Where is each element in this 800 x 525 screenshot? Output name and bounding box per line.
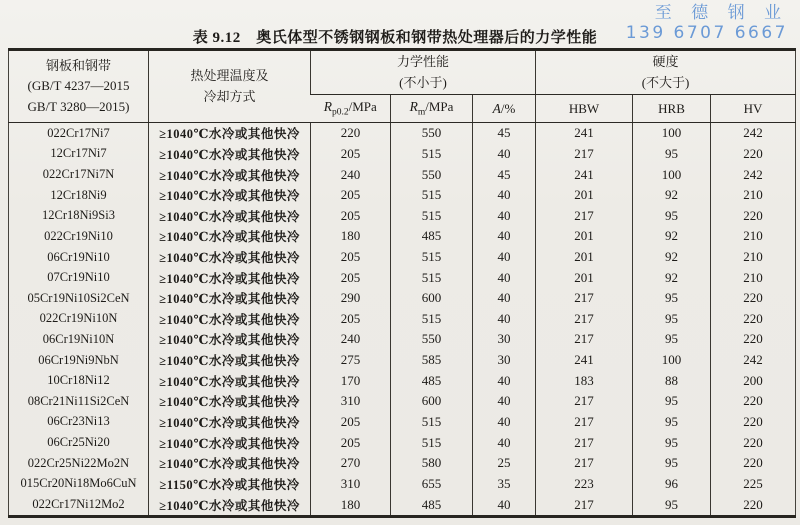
cell-hbw: 217 (536, 412, 633, 433)
cell-rm: 485 (391, 494, 473, 516)
cell-rp02: 310 (311, 473, 391, 494)
cell-treatment: ≥1040℃水冷或其他快冷 (149, 329, 311, 350)
cell-rm: 655 (391, 473, 473, 494)
cell-rm: 485 (391, 370, 473, 391)
cell-treatment: ≥1040℃水冷或其他快冷 (149, 370, 311, 391)
cell-grade: 12Cr18Ni9 (50, 187, 107, 202)
cell-hbw: 201 (536, 226, 633, 247)
cell-grade: 12Cr17Ni7 (50, 146, 107, 161)
cell-treatment: ≥1040℃水冷或其他快冷 (149, 185, 311, 206)
cell-treatment: ≥1040℃水冷或其他快冷 (149, 494, 311, 516)
cell-treatment: ≥1150℃水冷或其他快冷 (149, 473, 311, 494)
table-row (9, 329, 796, 350)
cell-rm: 515 (391, 144, 473, 165)
cell-treatment: ≥1040℃水冷或其他快冷 (149, 288, 311, 309)
cell-rm: 515 (391, 309, 473, 330)
rm-unit: /MPa (425, 99, 454, 115)
rp-unit: /MPa (348, 99, 377, 115)
cell-grade: 06Cr19Ni10 (47, 249, 110, 264)
cell-hbw: 201 (536, 185, 633, 206)
cell-rm: 515 (391, 247, 473, 268)
cell-hrb: 95 (633, 453, 711, 474)
cell-rm: 515 (391, 412, 473, 433)
header-grade-line3: GB/T 3280—2015) (27, 98, 130, 114)
table-row (9, 288, 796, 309)
cell-hv: 220 (711, 412, 796, 433)
table-row (9, 267, 796, 288)
cell-hbw: 183 (536, 370, 633, 391)
cell-grade: 022Cr17Ni12Mo2 (32, 497, 125, 512)
header-treatment-line2: 冷却方式 (203, 88, 256, 104)
cell-rm: 515 (391, 206, 473, 227)
cell-a: 40 (473, 267, 536, 288)
cell-treatment: ≥1040℃水冷或其他快冷 (149, 350, 311, 371)
cell-grade: 12Cr18Ni9Si3 (42, 208, 115, 223)
header-mech-line1: 力学性能 (397, 54, 450, 70)
cell-a: 40 (473, 247, 536, 268)
cell-hrb: 96 (633, 473, 711, 494)
cell-rp02: 240 (311, 164, 391, 185)
cell-hrb: 92 (633, 185, 711, 206)
cell-hrb: 95 (633, 412, 711, 433)
cell-hv: 242 (711, 164, 796, 185)
cell-hv: 220 (711, 206, 796, 227)
cell-grade: 08Cr21Ni11Si2CeN (27, 393, 130, 408)
cell-hbw: 241 (536, 123, 633, 144)
cell-hv: 210 (711, 247, 796, 268)
cell-a: 30 (473, 329, 536, 350)
cell-hv: 220 (711, 288, 796, 309)
header-grade-line1: 钢板和钢带 (45, 58, 111, 74)
cell-grade: 06Cr25Ni20 (47, 435, 110, 450)
header-rp02 (311, 95, 391, 123)
cell-hbw: 201 (536, 247, 633, 268)
cell-rm: 550 (391, 164, 473, 185)
table-row (9, 350, 796, 371)
cell-hrb: 100 (633, 164, 711, 185)
cell-rp02: 290 (311, 288, 391, 309)
cell-hbw: 241 (536, 164, 633, 185)
cell-rm: 600 (391, 391, 473, 412)
cell-rm: 515 (391, 267, 473, 288)
header-a (473, 95, 536, 123)
header-hv: HV (711, 95, 796, 123)
cell-hrb: 95 (633, 144, 711, 165)
table-row (9, 391, 796, 412)
cell-a: 40 (473, 226, 536, 247)
cell-treatment: ≥1040℃水冷或其他快冷 (149, 453, 311, 474)
watermark-phone: 139 6707 6667 (625, 22, 788, 43)
cell-hbw: 241 (536, 350, 633, 371)
table-row (9, 164, 796, 185)
table-row (9, 226, 796, 247)
cell-a: 40 (473, 494, 536, 516)
cell-rm: 515 (391, 432, 473, 453)
cell-rm: 550 (391, 329, 473, 350)
cell-treatment: ≥1040℃水冷或其他快冷 (149, 247, 311, 268)
cell-grade: 05Cr19Ni10Si2CeN (27, 290, 130, 305)
cell-a: 40 (473, 206, 536, 227)
header-mechanical-group (311, 50, 536, 95)
header-treatment (149, 50, 311, 123)
properties-table (8, 48, 796, 518)
rp-subscript: p0.2 (331, 107, 349, 118)
cell-rp02: 270 (311, 453, 391, 474)
cell-hv: 220 (711, 309, 796, 330)
header-hard-line1: 硬度 (652, 54, 679, 70)
cell-hv: 220 (711, 494, 796, 516)
table-row (9, 453, 796, 474)
cell-hbw: 217 (536, 144, 633, 165)
header-hard-line2: (不大于) (641, 74, 690, 90)
cell-hrb: 95 (633, 288, 711, 309)
cell-grade: 07Cr19Ni10 (47, 270, 110, 285)
cell-grade: 06Cr19Ni10N (42, 331, 115, 346)
cell-a: 40 (473, 432, 536, 453)
cell-rp02: 205 (311, 412, 391, 433)
table-header (9, 50, 796, 123)
cell-hrb: 95 (633, 206, 711, 227)
cell-grade: 015Cr20Ni18Mo6CuN (20, 476, 137, 491)
cell-hbw: 217 (536, 309, 633, 330)
cell-rp02: 205 (311, 206, 391, 227)
cell-rp02: 205 (311, 144, 391, 165)
cell-hrb: 95 (633, 391, 711, 412)
cell-a: 40 (473, 288, 536, 309)
cell-hbw: 217 (536, 432, 633, 453)
a-unit: /% (500, 100, 516, 116)
cell-hrb: 100 (633, 350, 711, 371)
cell-grade: 06Cr19Ni9NbN (38, 352, 119, 367)
header-hrb: HRB (633, 95, 711, 123)
table-row (9, 206, 796, 227)
cell-treatment: ≥1040℃水冷或其他快冷 (149, 164, 311, 185)
table-row (9, 370, 796, 391)
header-treatment-line1: 热处理温度及 (190, 68, 269, 84)
cell-rm: 580 (391, 453, 473, 474)
cell-rp02: 170 (311, 370, 391, 391)
cell-hrb: 88 (633, 370, 711, 391)
cell-treatment: ≥1040℃水冷或其他快冷 (149, 206, 311, 227)
cell-a: 40 (473, 144, 536, 165)
cell-treatment: ≥1040℃水冷或其他快冷 (149, 432, 311, 453)
cell-hbw: 217 (536, 453, 633, 474)
cell-a: 40 (473, 370, 536, 391)
cell-rp02: 180 (311, 494, 391, 516)
cell-rp02: 180 (311, 226, 391, 247)
cell-a: 40 (473, 391, 536, 412)
cell-a: 40 (473, 309, 536, 330)
header-grade (9, 50, 149, 123)
cell-rm: 550 (391, 123, 473, 144)
cell-treatment: ≥1040℃水冷或其他快冷 (149, 226, 311, 247)
cell-a: 30 (473, 350, 536, 371)
cell-rm: 515 (391, 185, 473, 206)
cell-hrb: 92 (633, 226, 711, 247)
cell-hv: 220 (711, 432, 796, 453)
table-body (9, 123, 796, 517)
a-symbol: A (492, 100, 501, 116)
cell-hbw: 217 (536, 391, 633, 412)
cell-treatment: ≥1040℃水冷或其他快冷 (149, 267, 311, 288)
table-row (9, 494, 796, 516)
cell-rp02: 220 (311, 123, 391, 144)
cell-treatment: ≥1040℃水冷或其他快冷 (149, 144, 311, 165)
cell-hrb: 95 (633, 494, 711, 516)
cell-treatment: ≥1040℃水冷或其他快冷 (149, 391, 311, 412)
header-group-row (9, 50, 796, 95)
cell-hv: 220 (711, 144, 796, 165)
cell-hv: 210 (711, 226, 796, 247)
cell-grade: 022Cr19Ni10 (44, 228, 113, 243)
cell-hv: 242 (711, 350, 796, 371)
cell-a: 40 (473, 412, 536, 433)
cell-hrb: 95 (633, 329, 711, 350)
cell-hrb: 100 (633, 123, 711, 144)
cell-a: 25 (473, 453, 536, 474)
cell-rm: 600 (391, 288, 473, 309)
rm-symbol: R (409, 99, 418, 115)
cell-treatment: ≥1040℃水冷或其他快冷 (149, 123, 311, 144)
cell-hv: 220 (711, 329, 796, 350)
cell-rp02: 205 (311, 267, 391, 288)
cell-hv: 242 (711, 123, 796, 144)
table-row (9, 185, 796, 206)
cell-hbw: 201 (536, 267, 633, 288)
table-row (9, 412, 796, 433)
cell-rp02: 205 (311, 432, 391, 453)
cell-a: 45 (473, 164, 536, 185)
cell-hrb: 95 (633, 309, 711, 330)
cell-treatment: ≥1040℃水冷或其他快冷 (149, 309, 311, 330)
cell-hbw: 217 (536, 288, 633, 309)
table-title: 表 9.12 奥氏体型不锈钢钢板和钢带热处理器后的力学性能 (192, 30, 598, 46)
cell-a: 35 (473, 473, 536, 494)
cell-rp02: 240 (311, 329, 391, 350)
cell-hrb: 92 (633, 267, 711, 288)
cell-rp02: 275 (311, 350, 391, 371)
cell-hbw: 217 (536, 494, 633, 516)
cell-rp02: 205 (311, 309, 391, 330)
cell-hbw: 217 (536, 329, 633, 350)
cell-grade: 06Cr23Ni13 (47, 414, 110, 429)
cell-hv: 200 (711, 370, 796, 391)
cell-rm: 485 (391, 226, 473, 247)
cell-rp02: 205 (311, 185, 391, 206)
cell-hv: 210 (711, 267, 796, 288)
cell-grade: 10Cr18Ni12 (47, 373, 110, 388)
cell-rp02: 310 (311, 391, 391, 412)
cell-grade: 022Cr19Ni10N (39, 311, 118, 326)
cell-hv: 225 (711, 473, 796, 494)
header-grade-line2: (GB/T 4237—2015 (27, 78, 130, 94)
table-row (9, 144, 796, 165)
cell-grade: 022Cr25Ni22Mo2N (27, 455, 130, 470)
cell-hrb: 95 (633, 432, 711, 453)
header-hbw: HBW (536, 95, 633, 123)
cell-hbw: 223 (536, 473, 633, 494)
cell-hrb: 92 (633, 247, 711, 268)
cell-hbw: 217 (536, 206, 633, 227)
header-rm (391, 95, 473, 123)
table-row (9, 309, 796, 330)
cell-hv: 220 (711, 453, 796, 474)
cell-hv: 210 (711, 185, 796, 206)
header-mech-line2: (不小于) (399, 74, 447, 90)
cell-a: 45 (473, 123, 536, 144)
cell-rm: 585 (391, 350, 473, 371)
table-row (9, 247, 796, 268)
cell-a: 40 (473, 185, 536, 206)
cell-rp02: 205 (311, 247, 391, 268)
cell-hv: 220 (711, 391, 796, 412)
watermark-company: 至 德 钢 业 (654, 3, 788, 23)
rp-symbol: R (323, 99, 332, 115)
table-row (9, 123, 796, 144)
cell-treatment: ≥1040℃水冷或其他快冷 (149, 412, 311, 433)
cell-grade: 022Cr17Ni7N (42, 167, 115, 182)
header-hardness-group (536, 50, 796, 95)
cell-grade: 022Cr17Ni7 (47, 125, 110, 140)
table-row (9, 432, 796, 453)
table-row (9, 473, 796, 494)
rm-subscript: m (417, 107, 426, 118)
